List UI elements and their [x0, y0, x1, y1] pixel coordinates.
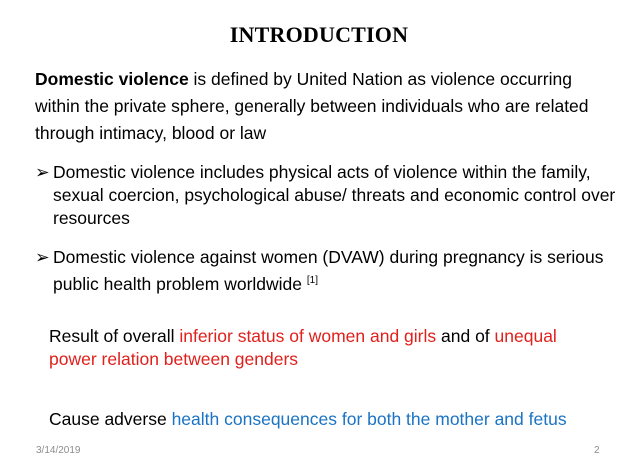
bullet-text-body: Domestic violence against women (DVAW) during pregnancy is serious public health problem worldwide: [53, 247, 604, 294]
highlight-text: health consequences for both the mother and fetus: [171, 409, 567, 429]
intro-paragraph: [35, 66, 615, 147]
sub-item-middle: and of: [436, 326, 495, 346]
bullet-text: Domestic violence includes physical acts of violence within the family, sexual coercion, psychological abuse/ threats and economic control over resources: [53, 162, 616, 228]
highlight-text: unequal power relation between genders: [49, 326, 557, 369]
sub-item: [49, 325, 609, 371]
highlight-text: inferior status of women and girls: [179, 326, 437, 346]
intro-term: Domestic violence: [35, 69, 189, 89]
intro-definition: is defined by United Nation as violence occurring within the private sphere, generally between individuals who are related through intimacy, blood or law: [35, 69, 589, 143]
arrow-bullet-icon: ➢: [35, 247, 50, 267]
bullet-text: [35, 246, 620, 296]
sub-item-prefix: Cause adverse: [49, 409, 172, 429]
footer-date: 3/14/2019: [36, 445, 81, 456]
slide-title: INTRODUCTION: [229, 22, 409, 47]
sub-item-prefix: Result of overall: [49, 326, 180, 346]
citation: [1]: [306, 275, 319, 286]
page-number: 2: [594, 445, 600, 456]
bullet-item: [35, 161, 620, 230]
arrow-bullet-icon: ➢: [35, 162, 50, 182]
bullet-item: [35, 246, 620, 296]
sub-item: [49, 408, 609, 431]
